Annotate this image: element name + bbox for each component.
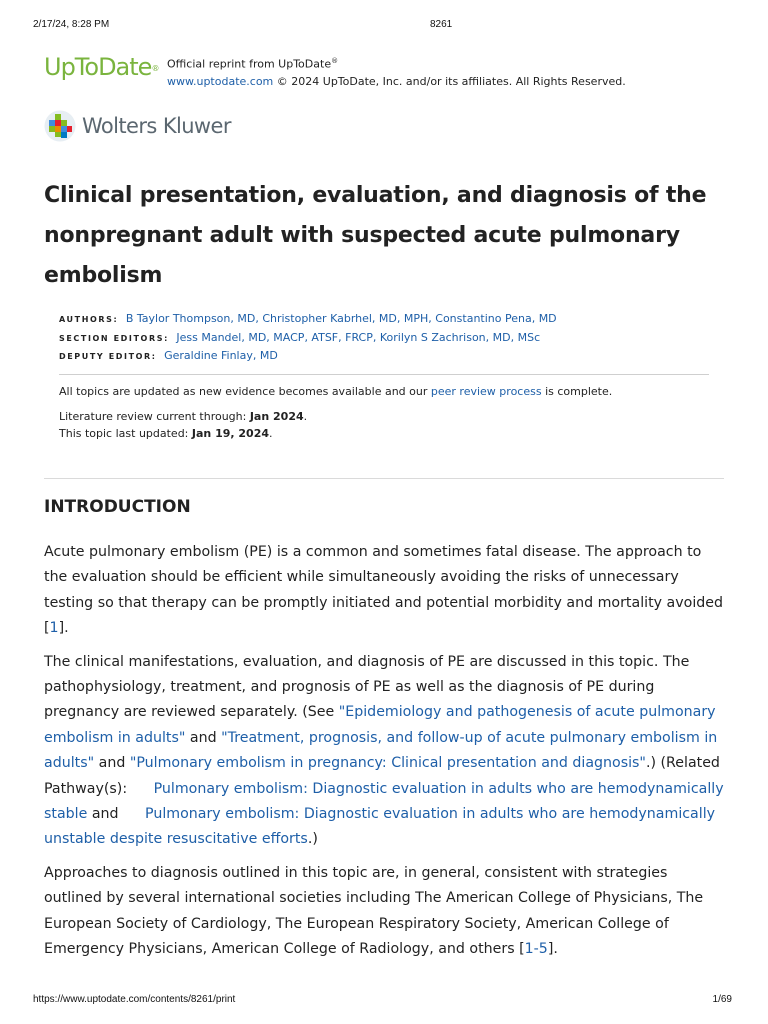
print-date: 2/17/24, 8:28 PM (33, 19, 110, 30)
print-url: https://www.uptodate.com/contents/8261/print (33, 994, 236, 1005)
ref-link-1-5[interactable]: 1-5 (524, 941, 548, 958)
introduction-heading: INTRODUCTION (44, 497, 191, 517)
wolters-kluwer-mark-icon (44, 110, 76, 142)
copyright-text: © 2024 UpToDate, Inc. and/or its affiliates. All Rights Reserved. (273, 74, 626, 88)
intro-p2-related: .) (Related Pathway(s): (44, 755, 720, 797)
intro-p1-end: ]. (58, 620, 69, 637)
authors-label: AUTHORS: (59, 315, 119, 324)
uptodate-logo-text: UpToDate (44, 53, 152, 81)
print-page-number: 1/69 (712, 994, 732, 1005)
section-editors-label: SECTION EDITORS: (59, 333, 169, 343)
intro-p2-and-2: and (94, 755, 130, 772)
treatment-link[interactable]: "Treatment, prognosis, and follow-up of acute pulmonary embolism in adults" (44, 729, 718, 772)
intro-p3-end: ]. (547, 941, 558, 958)
lit-review-label: Literature review current through: (59, 409, 250, 423)
article-meta (59, 310, 709, 442)
intro-paragraph-2 (44, 650, 726, 853)
ref-link-1[interactable]: 1 (49, 620, 59, 637)
reprint-notice (167, 53, 626, 90)
deputy-editor-row (59, 347, 709, 366)
epidemiology-link[interactable]: "Epidemiology and pathogenesis of acute pulmonary embolism in adults" (44, 704, 716, 746)
intro-p2-and-3: and (87, 806, 124, 823)
pathway-stable-link[interactable]: Pulmonary embolism: Diagnostic evaluation in adults who are hemodynamically stable (44, 780, 724, 823)
uptodate-logo[interactable] (44, 52, 159, 82)
peer-review-link[interactable]: peer review process (430, 384, 542, 398)
intro-paragraph-1 (44, 540, 726, 642)
authors-link[interactable]: B Taylor Thompson, MD, Christopher Kabrhel, MD, MPH, Constantino Pena, MD (125, 312, 557, 325)
intro-p1-text: Acute pulmonary embolism (PE) is a common and sometimes fatal disease. The approach to the evaluation should be efficient while simultaneously avoiding the risks of unnecessary testing so that therapy can be promptly initiated and potential morbidity and mortality avoided [ (44, 544, 723, 637)
update-note-end: is complete. (541, 384, 613, 398)
section-divider (44, 478, 724, 479)
uptodate-logo-reg: ® (151, 64, 160, 73)
article-title: Clinical presentation, evaluation, and diagnosis of the nonpregnant adult with suspected acute pulmonary embolism (44, 183, 707, 288)
deputy-editor-label: DEPUTY EDITOR: (59, 352, 157, 361)
lit-review-value: Jan 2024 (249, 409, 304, 423)
print-header (33, 19, 732, 33)
reprint-reg: ® (331, 57, 339, 65)
authors-row (59, 310, 709, 329)
meta-divider (59, 374, 709, 375)
intro-paragraph-3 (44, 861, 726, 963)
pathway-unstable-link[interactable]: Pulmonary embolism: Diagnostic evaluation in adults who are hemodynamically unstable despite resuscitative efforts (44, 806, 716, 848)
intro-p2-text: The clinical manifestations, evaluation, and diagnosis of PE are discussed in this topic. The pathophysiology, treatment, and prognosis of PE as well as the diagnosis of PE during pregnancy are reviewed separately. (See (44, 653, 690, 721)
wolters-kluwer-logo (44, 110, 231, 142)
last-updated-value: Jan 19, 2024 (191, 426, 269, 440)
section-editors-link[interactable]: Jess Mandel, MD, MACP, ATSF, FRCP, Korilyn S Zachrison, MD, MSc (176, 330, 541, 344)
intro-p2-end: .) (307, 831, 318, 848)
print-topic-id: 8261 (430, 19, 453, 30)
section-editors-row (59, 329, 709, 348)
introduction-body (44, 540, 726, 971)
review-dates: Literature review current through: Jan 2024. This topic last updated: Jan 19, 2024. (59, 409, 308, 440)
intro-p2-and-1: and (185, 729, 222, 746)
update-note (59, 383, 709, 400)
update-note-text: All topics are updated as new evidence becomes available and our (59, 384, 431, 398)
wolters-kluwer-name: Wolters Kluwer (82, 114, 231, 138)
reprint-line: Official reprint from UpToDate (167, 57, 332, 71)
print-footer (33, 994, 732, 1008)
site-link[interactable]: www.uptodate.com (167, 74, 274, 88)
intro-p3-text: Approaches to diagnosis outlined in this topic are, in general, consistent with strategies outlined by several international societies including The American College of Physicians, The European Society of Cardiology, The European Respiratory Society, American College of Emergency Physicians, American College of Radiology, and others [ (44, 864, 704, 958)
pregnancy-link[interactable]: "Pulmonary embolism in pregnancy: Clinical presentation and diagnosis" (129, 755, 646, 772)
last-updated-label: This topic last updated: (59, 426, 192, 440)
deputy-editor-link[interactable]: Geraldine Finlay, MD (164, 349, 278, 362)
